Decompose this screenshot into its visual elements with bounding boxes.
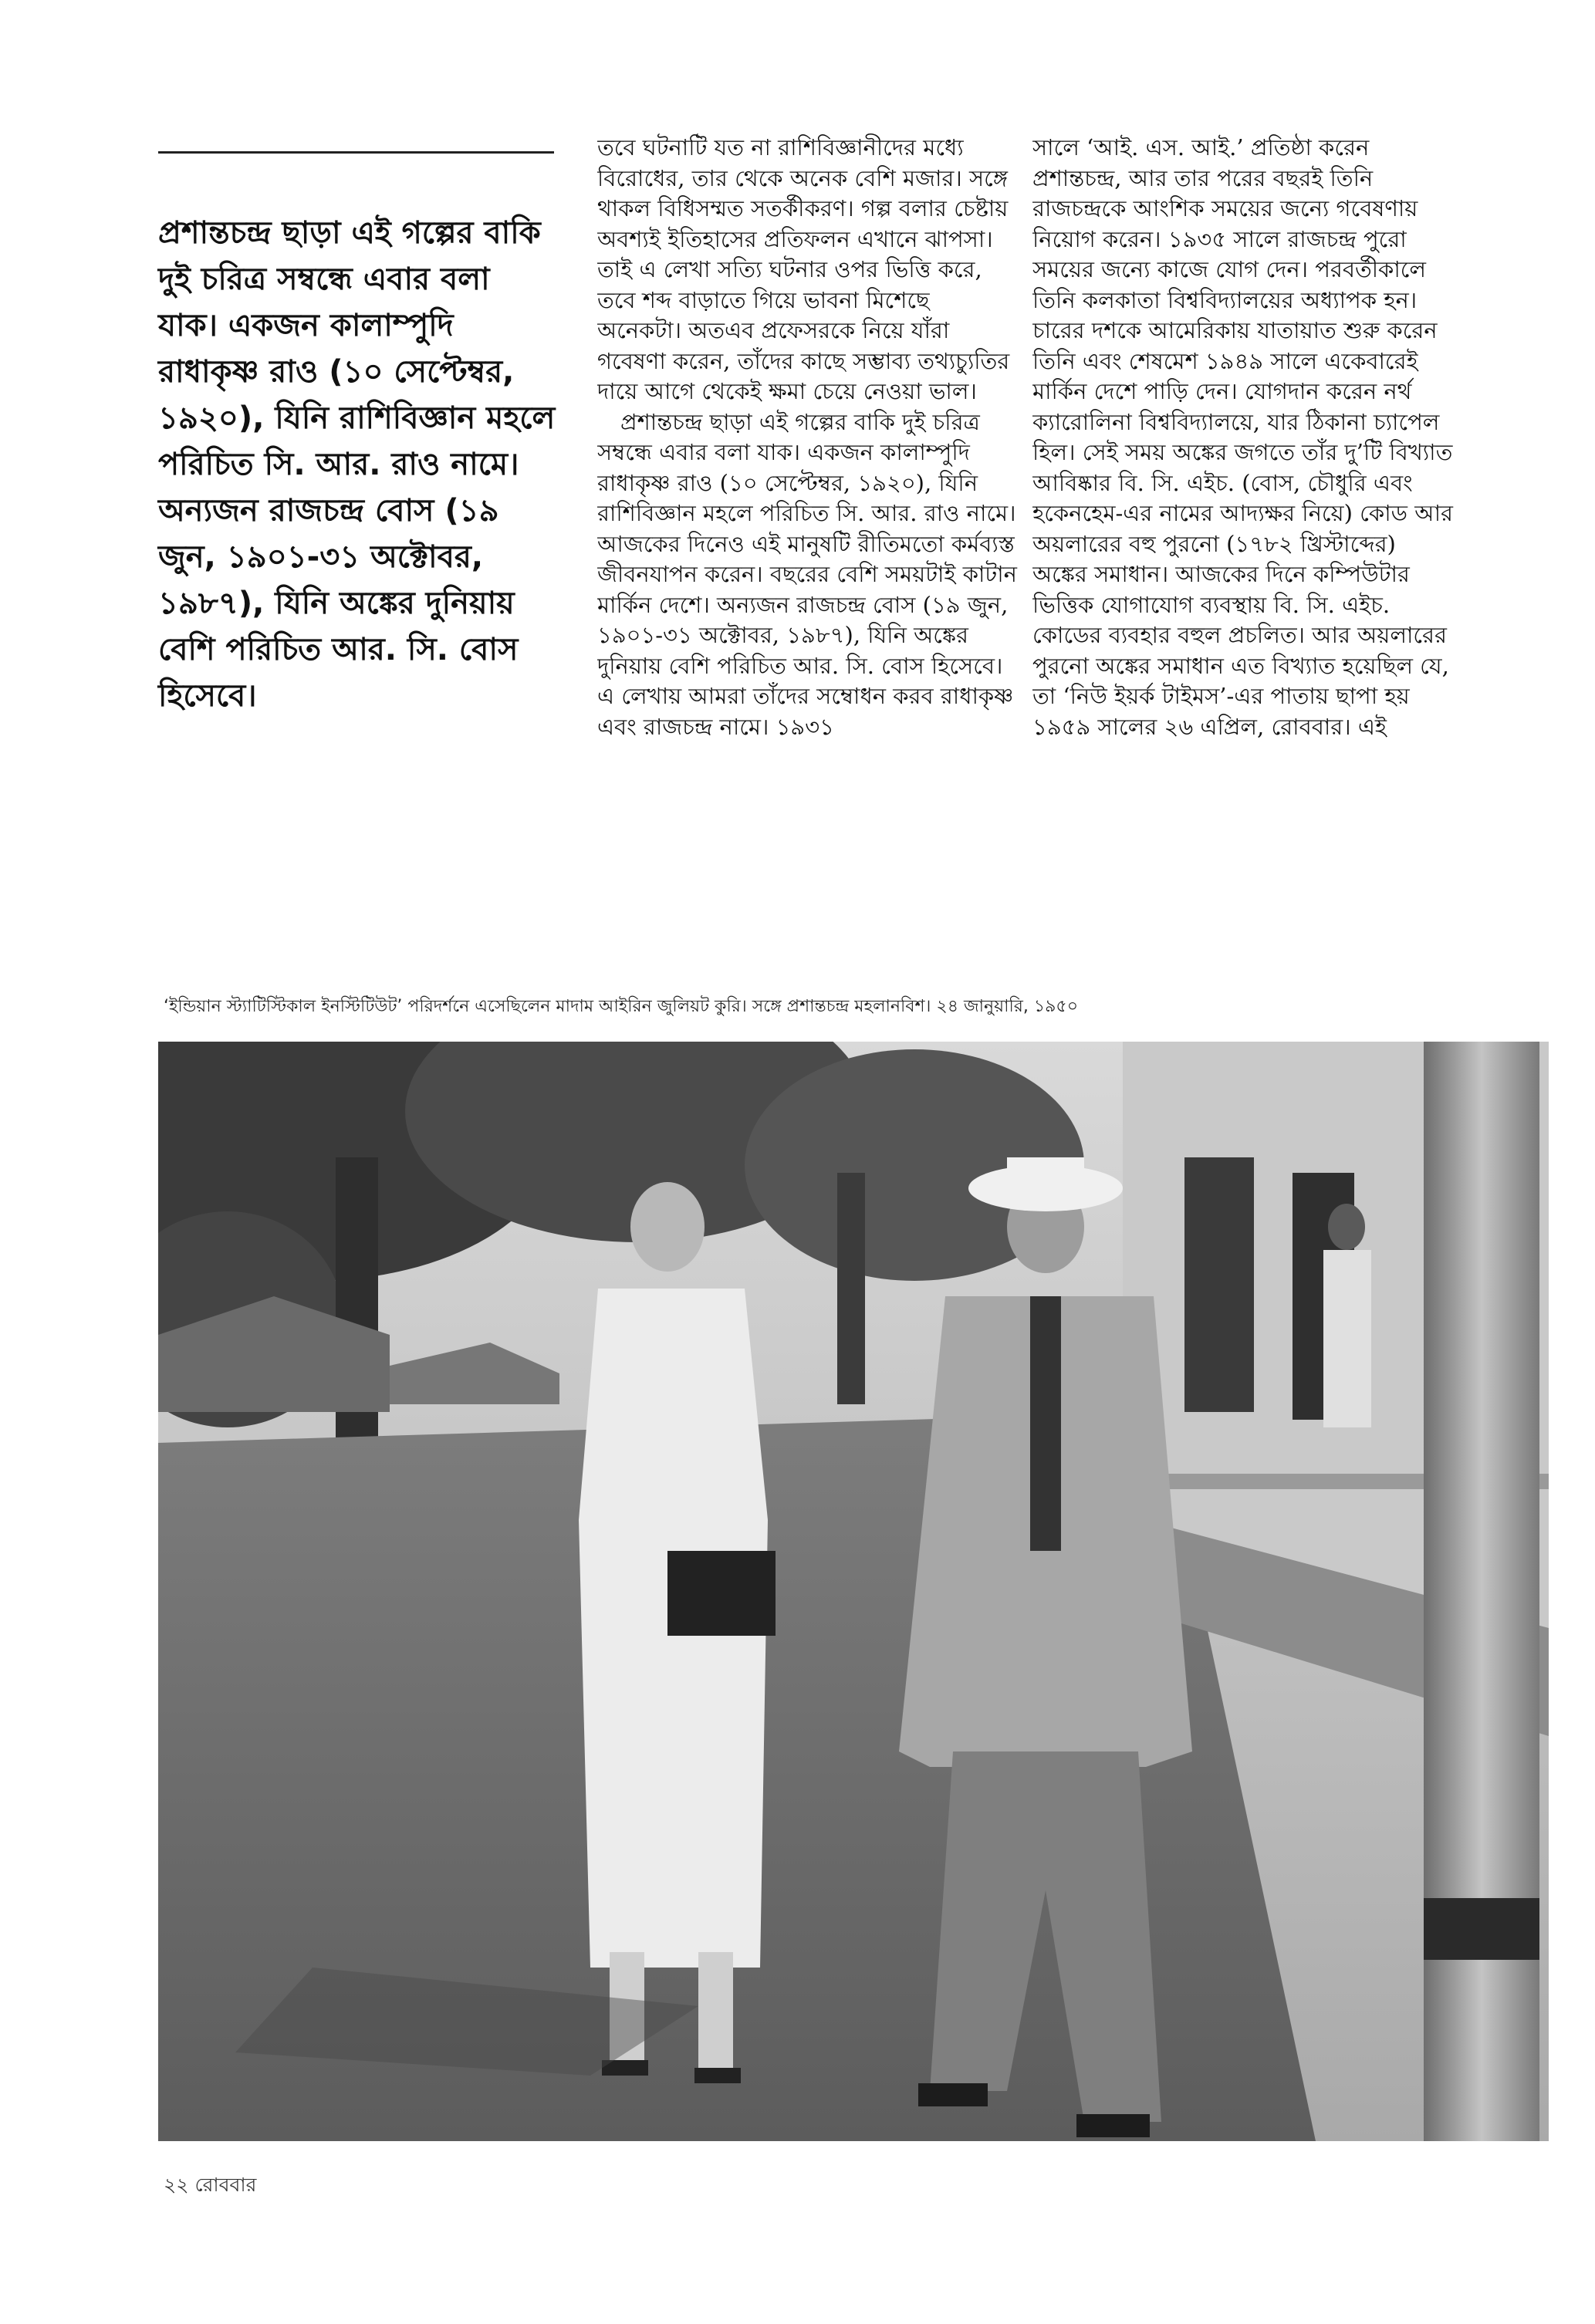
page-folio: ২২ রোববার — [164, 2174, 257, 2196]
article-column-2 — [597, 133, 1020, 974]
article-column-3 — [1032, 133, 1455, 974]
archival-photo — [158, 1042, 1549, 2141]
pullquote-rule — [158, 151, 554, 154]
article-paragraph: সালে ‘আই. এস. আই.’ প্রতিষ্ঠা করেন প্রশান্তচন্দ্র, আর তার পরের বছরই তিনি রাজচন্দ্রকে আংশিক সময়ের জন্যে গবেষণায় নিয়োগ করেন। ১৯৩৫ সালে রাজচন্দ্র পুরো সময়ের জন্যে কাজে যোগ দেন। পরবর্তীকালে তিনি কলকাতা বিশ্ববিদ্যালয়ের অধ্যাপক হন। চারের দশকে আমেরিকায় যাতায়াত শুরু করেন তিনি এবং শেষমেশ ১৯৪৯ সালে একেবারেই মার্কিন দেশে পাড়ি দেন। যোগদান করেন নর্থ ক্যারোলিনা বিশ্ববিদ্যালয়ে, যার ঠিকানা চ্যাপেল হিল। সেই সময় অঙ্কের জগতে তাঁর দু’টি বিখ্যাত আবিষ্কার বি. সি. এইচ. (বোস, চৌধুরি এবং হকেনহেম-এর নামের আদ্যক্ষর নিয়ে) কোড আর অয়লারের বহু পুরনো (১৭৮২ খ্রিস্টাব্দের) অঙ্কের সমাধান। আজকের দিনে কম্পিউটার ভিত্তিক যোগাযোগ ব্যবস্থায় বি. সি. এইচ. কোডের ব্যবহার বহুল প্রচলিত। আর অয়লারের পুরনো অঙ্কের সমাধান এত বিখ্যাত হয়েছিল যে, তা ‘নিউ ইয়র্ক টাইমস’-এর পাতায় ছাপা হয় ১৯৫৯ সালের ২৬ এপ্রিল, রোববার। এই — [1032, 134, 1453, 740]
pullquote: প্রশান্তচন্দ্র ছাড়া এই গল্পের বাকি দুই চরিত্র সম্বন্ধে এবার বলা যাক। একজন কালাম্পুদি রাধাকৃষ্ণ রাও (১০ সেপ্টেম্বর, ১৯২০), যিনি রাশিবিজ্ঞান মহলে পরিচিত সি. আর. রাও নামে। অন্যজন রাজচন্দ্র বোস (১৯ জুন, ১৯০১-৩১ অক্টোবর, ১৯৮৭), যিনি অঙ্কের দুনিয়ায় বেশি পরিচিত আর. সি. বোস হিসেবে। — [158, 215, 556, 714]
article-paragraph: প্রশান্তচন্দ্র ছাড়া এই গল্পের বাকি দুই চরিত্র সম্বন্ধে এবার বলা যাক। একজন কালাম্পুদি রাধাকৃষ্ণ রাও (১০ সেপ্টেম্বর, ১৯২০), যিনি রাশিবিজ্ঞান মহলে পরিচিত সি. আর. রাও নামে। আজকের দিনেও এই মানুষটি রীতিমতো কর্মব্যস্ত জীবনযাপন করেন। বছরের বেশি সময়টাই কাটান মার্কিন দেশে। অন্যজন রাজচন্দ্র বোস (১৯ জুন, ১৯০১-৩১ অক্টোবর, ১৯৮৭), যিনি অঙ্কের দুনিয়ায় বেশি পরিচিত আর. সি. বোস হিসেবে। এ লেখায় আমরা তাঁদের সম্বোধন করব রাধাকৃষ্ণ এবং রাজচন্দ্র নামে। ১৯৩১ — [597, 408, 1017, 740]
article-paragraph: তবে ঘটনাটি যত না রাশিবিজ্ঞানীদের মধ্যে বিরোধের, তার থেকে অনেক বেশি মজার। সঙ্গে থাকল বিধিসম্মত সতর্কীকরণ। গল্প বলার চেষ্টায় অবশ্যই ইতিহাসের প্রতিফলন এখানে ঝাপসা। তাই এ লেখা সত্যি ঘটনার ওপর ভিত্তি করে, তবে শব্দ বাড়াতে গিয়ে ভাবনা মিশেছে অনেকটা। অতএব প্রফেসরকে নিয়ে যাঁরা গবেষণা করেন, তাঁদের কাছে সম্ভাব্য তথ্যচ্যুতির দায়ে আগে থেকেই ক্ষমা চেয়ে নেওয়া ভাল। — [597, 134, 1010, 404]
photo-caption: ‘ইন্ডিয়ান স্ট্যাটিস্টিকাল ইনস্টিটিউট’ পরিদর্শনে এসেছিলেন মাদাম আইরিন জুলিয়ট কুরি। সঙ্গে প্রশান্তচন্দ্র মহলানবিশ। ২৪ জানুয়ারি, ১৯৫০ — [164, 997, 1079, 1016]
